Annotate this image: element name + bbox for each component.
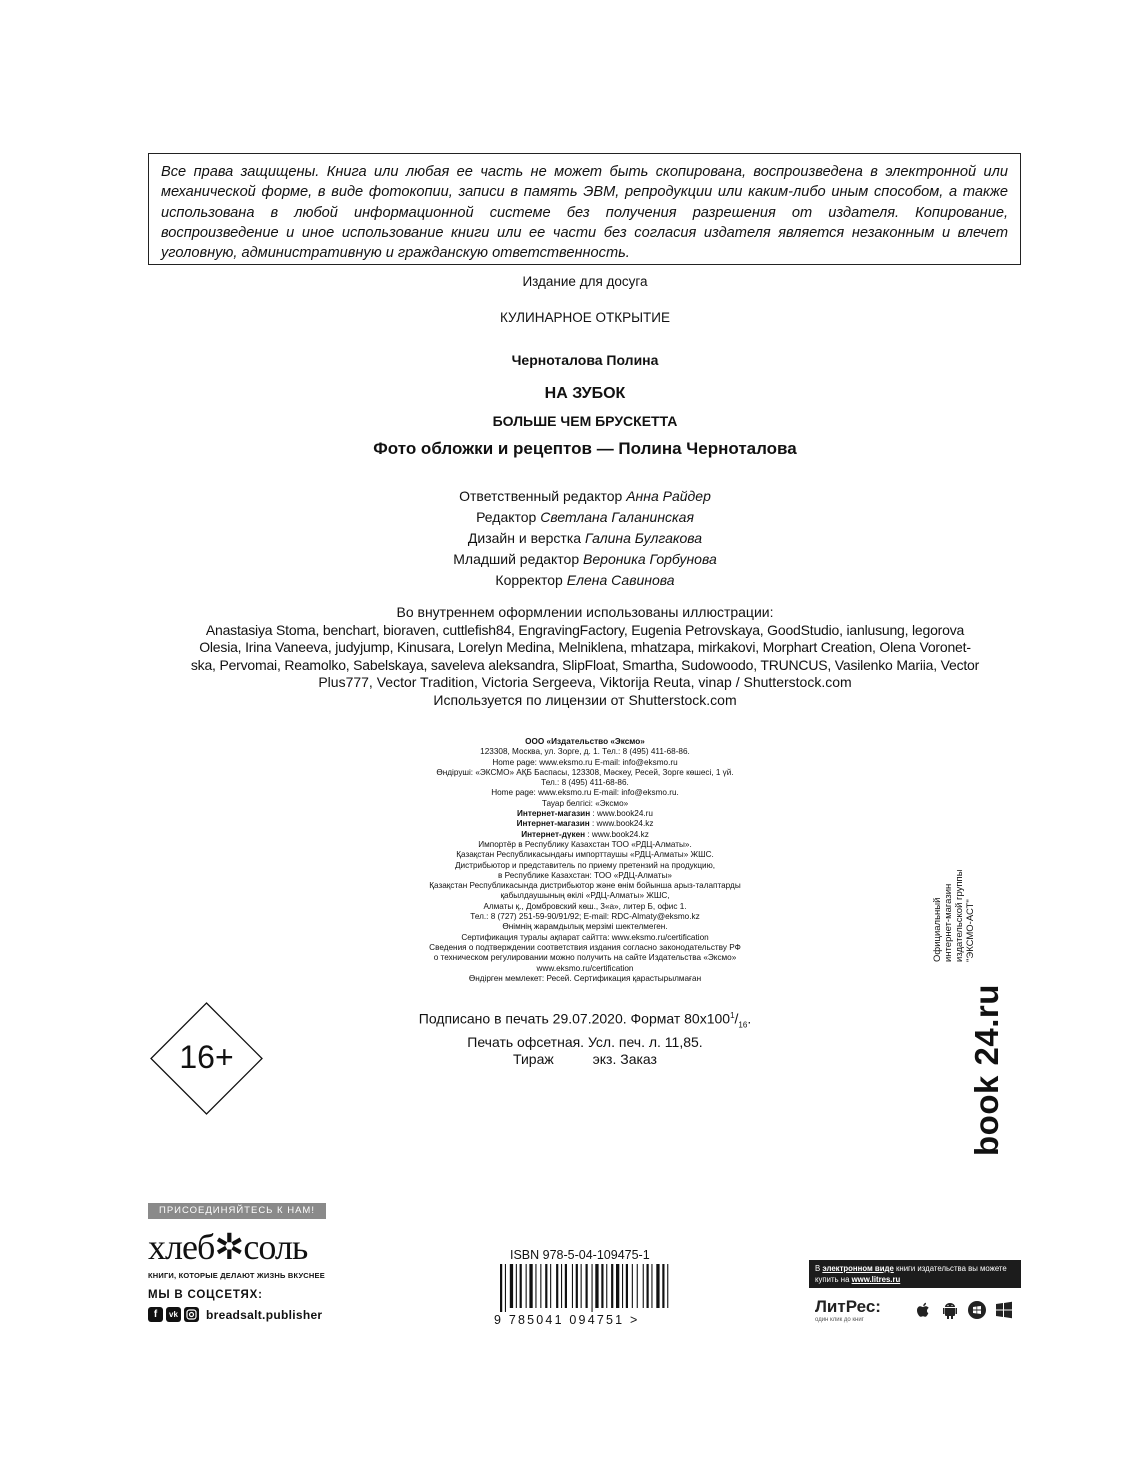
illustration-line: Olesia, Irina Vaneeva, judyjump, Kinusara, Lorelyn Medina, Melniklena, mhatzapa, mirkakovi, Morphart Creation, Olena Voronet- bbox=[199, 639, 971, 655]
edition-type: Издание для досуга bbox=[522, 274, 648, 289]
credit-line: Ответственный редактор Анна Райдер bbox=[459, 488, 711, 504]
litres-text: В bbox=[815, 1264, 823, 1273]
litres-slogan: один клик до книг bbox=[815, 1317, 864, 1323]
imprint-line: в Республике Казахстан: ТОО «РДЦ-Алматы» bbox=[498, 870, 672, 880]
litres-link[interactable]: www.litres.ru bbox=[851, 1275, 901, 1284]
illustration-credits bbox=[150, 604, 1020, 709]
barcode-bar bbox=[550, 1264, 551, 1308]
signed-line: Подписано в печать 29.07.2020. Формат $80x100^1/_{16}$. bbox=[418, 1010, 752, 1030]
illustration-heading: Во внутреннем оформлении использованы иллюстрации: bbox=[396, 604, 774, 620]
barcode-bar bbox=[545, 1264, 547, 1308]
imprint-line: Дистрибьютор и представитель по приему претензий на продукцию, bbox=[455, 860, 715, 870]
instagram-icon[interactable] bbox=[184, 1307, 199, 1322]
illustration-line: Anastasiya Stoma, benchart, bioraven, cuttlefish84, EngravingFactory, Eugenia Petrovskaya, GoodStudio, ianlusung, legorova bbox=[205, 621, 965, 638]
barcode-bar bbox=[622, 1264, 623, 1308]
barcode-bar bbox=[667, 1264, 668, 1308]
imprint-line: Өнімнің жарамдылық мерзімі шектелмеген. bbox=[502, 922, 668, 932]
barcode-bar bbox=[576, 1264, 578, 1308]
barcode-bar bbox=[526, 1264, 527, 1308]
imprint-line: Home page: www.eksmo.ru E-mail: info@eksmo.ru. bbox=[491, 788, 679, 798]
android-icon bbox=[939, 1299, 961, 1321]
book-title: НА ЗУБОК bbox=[544, 385, 626, 402]
litres-text: книги издательства вы можете купить на bbox=[815, 1264, 1007, 1284]
barcode-bar bbox=[601, 1264, 603, 1308]
barcode-bar bbox=[516, 1264, 517, 1308]
imprint-line: Алматы қ., Домбровский көш., 3«а», литер Б, офис 1. bbox=[483, 901, 687, 911]
barcode-bar bbox=[595, 1264, 598, 1308]
book-subtitle: БОЛЬШЕ ЧЕМ БРУСКЕТТА bbox=[492, 413, 678, 429]
imprint-line: Сертификация туралы ақпарат сайтта: www.eksmo.ru/certification bbox=[461, 932, 709, 942]
run-line: Тираж экз. Заказ bbox=[513, 1051, 657, 1068]
print-info bbox=[360, 1007, 810, 1069]
series-name: КУЛИНАРНОЕ ОТКРЫТИЕ bbox=[500, 310, 670, 325]
barcode-bar bbox=[505, 1264, 506, 1312]
social-row bbox=[148, 1307, 322, 1322]
platform-icons bbox=[912, 1299, 1015, 1321]
imprint-line: www.eksmo.ru/certification bbox=[536, 963, 634, 973]
credit-line: Дизайн и верстка Галина Булгакова bbox=[467, 530, 703, 546]
book24-label bbox=[932, 869, 976, 962]
barcode-bar bbox=[626, 1264, 628, 1308]
barcode-bar bbox=[556, 1264, 558, 1308]
barcode-bar bbox=[637, 1264, 638, 1308]
barcode-bar bbox=[651, 1264, 652, 1308]
illustration-line: Plus777, Vector Tradition, Victoria Sergeeva, Viktorija Reuta, vinap / Shutterstock.com bbox=[318, 674, 852, 690]
barcode-bar bbox=[529, 1264, 532, 1308]
breadsalt-tagline: КНИГИ, КОТОРЫЕ ДЕЛАЮТ ЖИЗНЬ ВКУСНЕЕ bbox=[148, 1271, 325, 1280]
age-rating-badge bbox=[150, 1002, 263, 1115]
isbn-label: ISBN 978-5-04-109475-1 bbox=[510, 1248, 650, 1262]
license-line: Используется по лицензии от Shutterstock.com bbox=[433, 691, 737, 708]
credit-line: Младший редактор Вероника Горбунова bbox=[453, 551, 717, 567]
windows-phone-icon bbox=[966, 1299, 988, 1321]
imprint-line: Өндіруші: «ЭКСМО» АҚБ Баспасы, 123308, Мәскеу, Ресей, Зорге көшесі, 1 үй. bbox=[436, 767, 734, 777]
barcode-bar bbox=[616, 1264, 619, 1308]
breadsalt-logo: хлеб✲соль bbox=[148, 1227, 308, 1267]
imprint-line: ООО «Издательство «Эксмо» bbox=[525, 737, 645, 746]
rights-notice: Все права защищены. Книга или любая ее часть не может быть скопирована, воспроизведена в электронной или механической форме, в виде фотокопии, записи в память ЭВМ, репродукции или каким-либо иным способом, а также использована в любой информационной системе без получения разрешения от издателя. Копирование, воспроизведение и иное использование книги или ее части без согласия издателя является незаконным и влечет уголовную, административную и гражданскую ответственность. bbox=[148, 153, 1021, 265]
barcode-bar bbox=[656, 1264, 659, 1308]
imprint-line: о техническом регулировании можно получить на сайте Издательства «Эксмо» bbox=[433, 953, 737, 963]
credit-line: Редактор Светлана Галанинская bbox=[476, 509, 694, 525]
social-title: МЫ В СОЦСЕТЯХ: bbox=[148, 1289, 263, 1301]
apple-icon bbox=[912, 1299, 934, 1321]
litres-logo: ЛитРес: bbox=[815, 1297, 881, 1316]
book24-label-line: интернет-магазин bbox=[943, 883, 954, 962]
litres-bold: электронном виде bbox=[822, 1264, 894, 1273]
social-handle[interactable]: breadsalt.publisher bbox=[206, 1307, 323, 1322]
imprint-line: Қазақстан Республикасындағы импорттаушы «РДЦ-Алматы» ЖШС. bbox=[456, 850, 714, 860]
book24-label-line: Официальный bbox=[932, 897, 943, 962]
book24-logo: book 24.ru bbox=[968, 984, 1005, 1156]
windows-icon bbox=[993, 1299, 1015, 1321]
book24-label-line: "ЭКСМО-АСТ" bbox=[965, 899, 976, 962]
barcode-bar bbox=[565, 1264, 567, 1308]
barcode-bar bbox=[581, 1264, 582, 1308]
illustration-line: ska, Pervomai, Reamolko, Sabelskaya, saveleva aleksandra, SlipFloat, Smartha, Sudowoodo, TRUNCUS, Vasilenko Mariia, Vector bbox=[190, 656, 980, 673]
barcode-bar bbox=[643, 1264, 644, 1308]
vk-icon[interactable]: vk bbox=[166, 1307, 181, 1322]
facebook-icon[interactable]: f bbox=[148, 1307, 163, 1322]
barcode-bar bbox=[606, 1264, 607, 1308]
credit-line: Корректор Елена Савинова bbox=[495, 572, 675, 588]
imprint-line: 123308, Москва, ул. Зорге, д. 1. Тел.: 8 (495) 411-68-86. bbox=[480, 747, 690, 757]
barcode-bar bbox=[662, 1264, 664, 1308]
book24-label-line: издательской группы bbox=[954, 869, 965, 962]
imprint-line: қабылдаушының өкілі «РДЦ-Алматы» ЖШС, bbox=[500, 891, 670, 901]
join-banner: ПРИСОЕДИНЯЙТЕСЬ К НАМ! bbox=[148, 1203, 326, 1219]
barcode-bar bbox=[540, 1264, 541, 1308]
imprint-line: Home page: www.eksmo.ru E-mail: info@eksmo.ru bbox=[492, 757, 678, 767]
barcode-bar bbox=[586, 1264, 588, 1308]
barcode-bar bbox=[611, 1264, 613, 1308]
barcode-bar bbox=[561, 1264, 562, 1308]
imprint-line: Интернет-дүкен : www.book24.kz bbox=[521, 829, 649, 839]
barcode-digits: 9 785041 094751 > bbox=[494, 1313, 640, 1327]
barcode-bar bbox=[592, 1264, 593, 1312]
barcode-bar bbox=[520, 1264, 522, 1308]
barcode-bar bbox=[572, 1264, 573, 1308]
barcode-bar bbox=[535, 1264, 536, 1308]
imprint-line: Тел.: 8 (727) 251-59-90/91/92; E-mail: RDC-Almaty@eksmo.kz bbox=[470, 912, 700, 922]
barcode-bar bbox=[632, 1264, 633, 1308]
imprint-line: Интернет-магазин : www.book24.ru bbox=[517, 809, 653, 819]
litres-banner[interactable] bbox=[809, 1260, 1021, 1288]
print-line: Печать офсетная. Усл. печ. л. 11,85. bbox=[467, 1033, 703, 1050]
imprint-line: Импортёр в Республику Казахстан ТОО «РДЦ-Алматы». bbox=[478, 839, 692, 849]
photo-credit: Фото обложки и рецептов — Полина Черноталова bbox=[373, 439, 797, 458]
credits-list bbox=[0, 486, 1122, 591]
imprint-line: Тел.: 8 (495) 411-68-86. bbox=[541, 778, 629, 788]
author-name: Черноталова Полина bbox=[511, 352, 659, 368]
imprint-line: Сведения о подтверждении соответствия издания согласно законодательству РФ bbox=[429, 942, 741, 952]
imprint-line: Қазақстан Республикасында дистрибьютор және өнім бойынша арыз-талаптарды bbox=[429, 881, 741, 891]
barcode-bar bbox=[647, 1264, 649, 1308]
barcode-bar bbox=[510, 1264, 513, 1308]
barcode-image bbox=[500, 1264, 670, 1312]
publisher-imprint bbox=[380, 737, 790, 984]
imprint-line: Интернет-магазин : www.book24.kz bbox=[516, 819, 654, 829]
age-rating-text: 16+ bbox=[179, 1039, 234, 1075]
imprint-line: Тауар белгісі: «Эксмо» bbox=[541, 798, 629, 808]
barcode-bar bbox=[500, 1264, 502, 1312]
imprint-line: Өндірген мемлекет: Ресей. Сертификация қарастырылмаған bbox=[468, 973, 702, 983]
